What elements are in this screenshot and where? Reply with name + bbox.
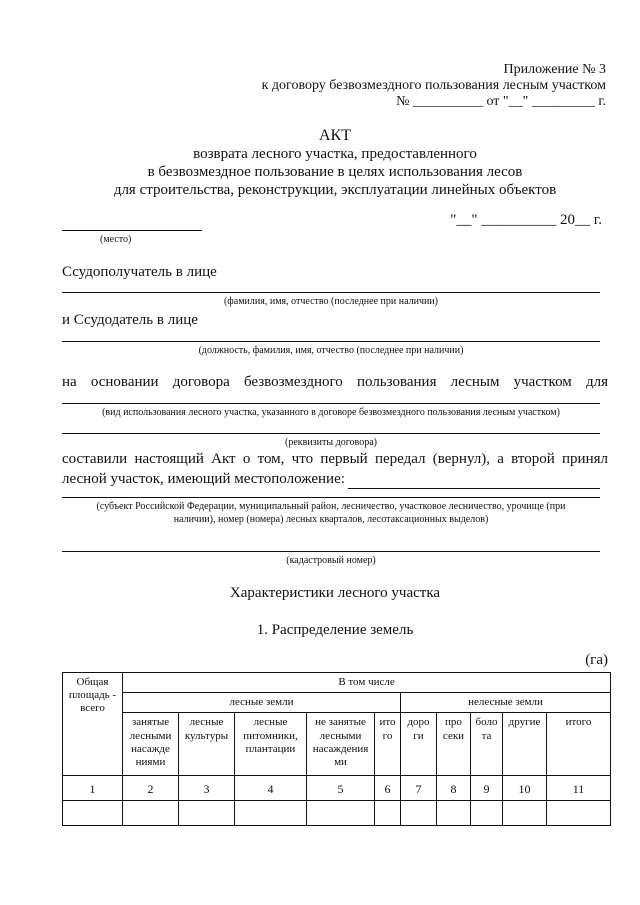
- table-cell[interactable]: [471, 800, 503, 825]
- date-field[interactable]: "__" __________ 20__ г.: [450, 212, 602, 228]
- column-number: 10: [503, 776, 547, 800]
- column-number: 5: [307, 776, 375, 800]
- column-number: 9: [471, 776, 503, 800]
- details-field-line[interactable]: [62, 433, 600, 434]
- table-cell[interactable]: [503, 800, 547, 825]
- header-total-area: Общая площадь - всего: [63, 673, 123, 776]
- column-number: 4: [235, 776, 307, 800]
- act-subtitle-2: в безвозмездное пользование в целях использования лесов: [147, 164, 523, 180]
- header-occupied: занятые лесными насажде ниями: [123, 713, 179, 776]
- header-cultures: лесные культуры: [179, 713, 235, 776]
- place-label: (место): [100, 234, 132, 245]
- header-roads: доро ги: [401, 713, 437, 776]
- act-title: АКТ: [319, 127, 351, 144]
- header-other: другие: [503, 713, 547, 776]
- table-cell[interactable]: [123, 800, 179, 825]
- place-field-line[interactable]: [62, 230, 202, 231]
- compiled-text-1: составили настоящий Акт о том, что первый передал (вернул), а второй принял: [62, 451, 608, 467]
- location-hint-2: наличии), номер (номера) лесных кварталов, лесотаксационных выделов): [173, 514, 489, 525]
- section-subtitle: 1. Распределение земель: [256, 622, 414, 638]
- column-number: 1: [63, 776, 123, 800]
- contract-number-line: № __________ от "__" _________ г.: [396, 94, 606, 109]
- cadastral-field-line[interactable]: [62, 551, 600, 552]
- column-number: 11: [547, 776, 611, 800]
- column-number: 6: [375, 776, 401, 800]
- location-field-line-2[interactable]: [62, 497, 600, 498]
- column-number: 7: [401, 776, 437, 800]
- appendix-label: Приложение № 3: [503, 62, 606, 77]
- table-cell[interactable]: [179, 800, 235, 825]
- column-number: 8: [437, 776, 471, 800]
- basis-text: на основании договора безвозмездного пользования лесным участком для: [62, 374, 608, 390]
- act-subtitle-3: для строительства, реконструкции, эксплуатации линейных объектов: [113, 182, 557, 198]
- use-field-line[interactable]: [62, 403, 600, 404]
- table-cell[interactable]: [437, 800, 471, 825]
- borrower-hint: (фамилия, имя, отчество (последнее при наличии): [223, 296, 439, 307]
- lender-label: и Ссудодатель в лице: [62, 312, 198, 328]
- table-cell[interactable]: [547, 800, 611, 825]
- table-cell[interactable]: [375, 800, 401, 825]
- section-title: Характеристики лесного участка: [229, 585, 441, 601]
- table-cell[interactable]: [401, 800, 437, 825]
- use-hint: (вид использования лесного участка, указанного в договоре безвозмездного пользования лесным участком): [102, 407, 560, 418]
- location-hint-1: (субъект Российской Федерации, муниципальный район, лесничество, участковое лесничество, урочище (при: [96, 501, 566, 512]
- borrower-label: Ссудополучатель в лице: [62, 264, 217, 280]
- column-number: 2: [123, 776, 179, 800]
- table-cell[interactable]: [63, 800, 123, 825]
- header-nonforest-lands: нелесные земли: [401, 693, 611, 713]
- compiled-text-2: лесной участок, имеющий местоположение:: [62, 471, 345, 487]
- contract-reference: к договору безвозмездного пользования лесным участком: [261, 78, 606, 93]
- details-hint: (реквизиты договора): [285, 437, 377, 448]
- lender-field-line[interactable]: [62, 341, 600, 342]
- lender-hint: (должность, фамилия, имя, отчество (последнее при наличии): [198, 345, 464, 356]
- header-including: В том числе: [123, 673, 611, 693]
- header-total-nonforest: итого: [547, 713, 611, 776]
- cadastral-hint: (кадастровый номер): [286, 555, 376, 566]
- header-forest-lands: лесные земли: [123, 693, 401, 713]
- borrower-field-line[interactable]: [62, 292, 600, 293]
- header-nurseries: лесные питомники, плантации: [235, 713, 307, 776]
- location-field-line-1[interactable]: [348, 488, 600, 489]
- table-cell[interactable]: [307, 800, 375, 825]
- land-distribution-table: [62, 672, 611, 826]
- unit-label: (га): [585, 652, 608, 668]
- header-unoccupied: не занятые лесными насаждения ми: [307, 713, 375, 776]
- header-swamps: боло та: [471, 713, 503, 776]
- header-total-forest: ито го: [375, 713, 401, 776]
- table-cell[interactable]: [235, 800, 307, 825]
- column-number: 3: [179, 776, 235, 800]
- header-clearings: про секи: [437, 713, 471, 776]
- act-subtitle-1: возврата лесного участка, предоставленного: [193, 146, 477, 162]
